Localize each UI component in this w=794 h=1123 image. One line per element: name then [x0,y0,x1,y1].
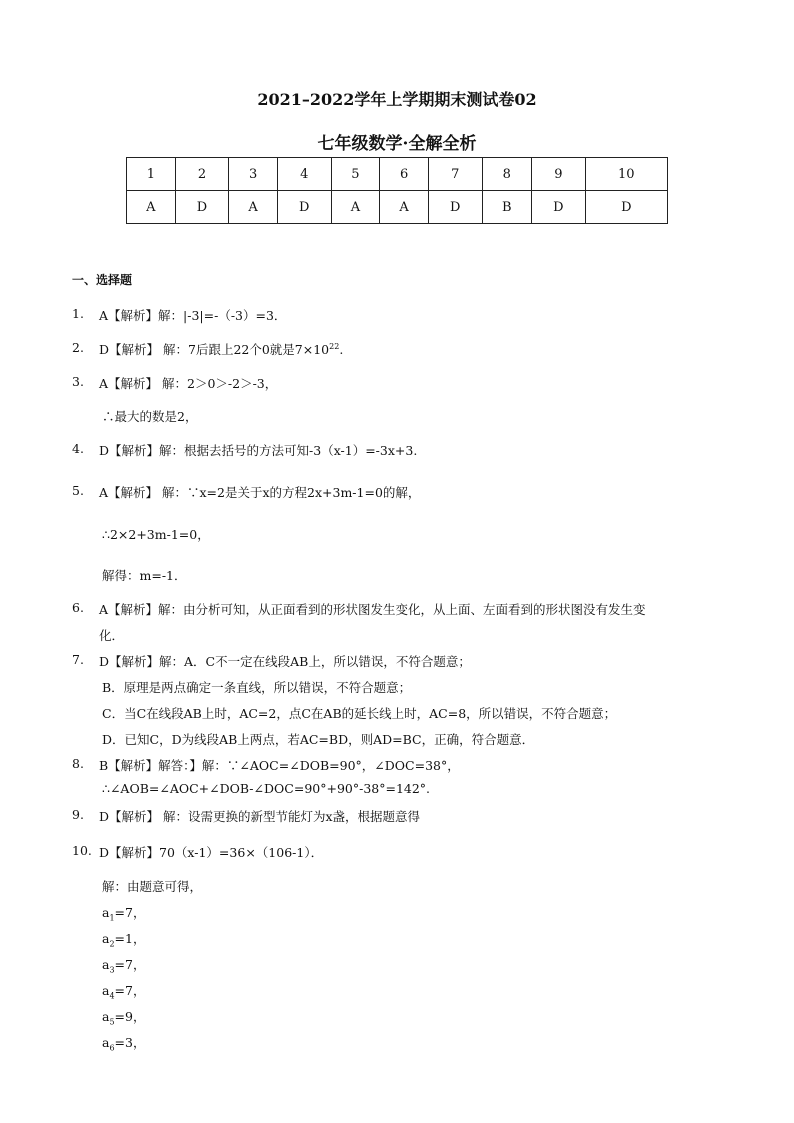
solution-line: D．已知C，D为线段AB上两点，若AC=BD，则AD=BC，正确，符合题意． [102,732,535,747]
solution-line: 解得：m=-1． [102,568,187,583]
question-number-cell: 5 [331,158,380,191]
solution-text-part: D【解析】 解：7后跟上22个0就是7×10 [99,342,330,357]
solution-line: ∴∠AOB=∠AOC+∠DOB-∠DOC=90°+90°-38°=142°. [102,781,431,796]
solution-text: D【解析】 解：设需更换的新型节能灯为x盏，根据题意得 [99,809,421,824]
question-number: 4. [72,441,84,456]
document-title: 2021–2022学年上学期期末测试卷02 [257,90,537,109]
question-number-cell: 9 [532,158,586,191]
solution-text: A【解析】解：由分析可知，从正面看到的形状图发生变化，从上面、左面看到的形状图没有发生变 [99,602,646,617]
answer-cell: D [175,191,229,224]
sequence-term: $a_5=9$， [102,1009,146,1027]
solution-line: C．当C在线段AB上时，AC=2，点C在AB的延长线上时，AC=8，所以错误，不符合题意； [102,706,617,721]
question-number: 5. [72,483,84,498]
answer-table-number-row [127,158,668,191]
answer-cell: A [380,191,429,224]
solution-text: A【解析】 解：2＞0＞-2＞-3， [99,376,278,391]
answer-cell: D [428,191,482,224]
answer-cell: A [331,191,380,224]
answer-cell: A [229,191,278,224]
solution-line: ∴最大的数是2， [102,409,198,424]
question-number-cell: 10 [585,158,667,191]
solution-text: B【解析】解答：】解：∵∠AOC=∠DOB=90°，∠DOC=38°， [99,758,460,773]
solution-line: 解：由题意可得， [102,879,203,894]
question-number-cell: 8 [482,158,532,191]
solution-line: ∴2×2+3m-1=0， [102,527,210,542]
solution-text: D【解析】解：A．C不一定在线段AB上，所以错误，不符合题意； [99,654,471,669]
sequence-term: $a_4=7$， [102,983,146,1001]
sequence-term: $a_2=1$， [102,931,146,949]
solution-text: D【解析】70（x-1）=36×（106-1）． [99,845,324,860]
question-number: 6. [72,600,84,615]
question-number: 9. [72,807,84,822]
answer-cell: B [482,191,532,224]
answer-table [126,157,668,224]
question-number-cell: 2 [175,158,229,191]
exponent: 22 [329,341,340,351]
question-number-cell: 7 [428,158,482,191]
sequence-term: $a_3=7$， [102,957,146,975]
question-number-cell: 6 [380,158,429,191]
answer-table-answer-row [127,191,668,224]
question-number: 2. [72,340,84,355]
question-number-cell: 4 [277,158,331,191]
question-number-cell: 1 [127,158,176,191]
solution-text-part: . [339,342,344,357]
answer-cell: A [127,191,176,224]
question-number: 1. [72,306,84,321]
solution-line: B．原理是两点确定一条直线，所以错误，不符合题意； [102,680,412,695]
question-number: 8. [72,756,84,771]
sequence-term: $a_6=3$， [102,1035,146,1053]
sequence-term: $a_1=7$， [102,905,146,923]
section-heading: 一、选择题 [72,273,133,287]
answer-cell: D [585,191,667,224]
question-number-cell: 3 [229,158,278,191]
solution-line: 化． [99,628,125,643]
solution-text [99,340,343,358]
solution-text: A【解析】 解：∵x=2是关于x的方程2x+3m-1=0的解， [99,485,421,500]
answer-cell: D [532,191,586,224]
question-number: 7. [72,652,84,667]
question-number: 10. [72,843,92,858]
document-subtitle: 七年级数学·全解全析 [317,134,477,154]
question-number: 3. [72,374,84,389]
answer-cell: D [277,191,331,224]
solution-text: D【解析】解：根据去括号的方法可知-3（x-1）=-3x+3. [99,443,418,458]
solution-text: A【解析】解：|-3|=-（-3）=3． [99,308,287,323]
